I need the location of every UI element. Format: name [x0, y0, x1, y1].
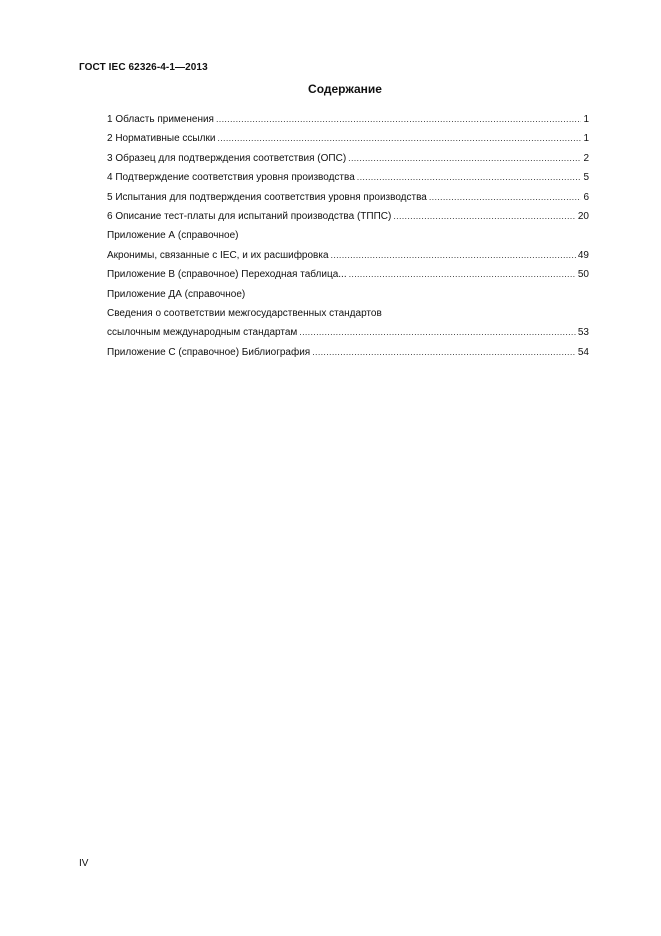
toc-title: Содержание: [308, 82, 382, 96]
toc-entry-page: 1: [583, 133, 589, 145]
dot-leader: [393, 207, 576, 226]
toc-entry-conformance-tests[interactable]: [107, 188, 589, 207]
toc-entry-page: 50: [577, 269, 589, 281]
toc-annex-a-heading[interactable]: [107, 226, 589, 245]
toc-entry-page: 2: [583, 152, 589, 164]
toc-entry-text: 3 Образец для подтверждения соответствия (ОПС): [107, 152, 347, 164]
toc-entry-conformance-specimen[interactable]: [107, 149, 589, 168]
toc-entry-production-conformance[interactable]: [107, 168, 589, 187]
dot-leader: [348, 149, 581, 168]
toc-entry-annex-a-acronyms[interactable]: [107, 246, 589, 265]
toc-entry-scope[interactable]: [107, 110, 589, 129]
dot-leader: [216, 110, 581, 129]
toc-entry-text: ссылочным международным стандартам: [107, 327, 298, 339]
toc-entry-normative-references[interactable]: [107, 129, 589, 148]
toc-entry-text: 1 Область применения: [107, 114, 214, 125]
toc-entry-text: 6 Описание тест-платы для испытаний производства (ТППС): [107, 210, 392, 222]
toc-entry-text: Приложение ДА (справочное): [107, 288, 246, 300]
toc-entry-page: 1: [583, 114, 589, 125]
toc-entry-page: 53: [577, 327, 589, 339]
toc-entry-annex-b-transition-table[interactable]: [107, 265, 589, 284]
toc-entry-annex-da-title-line-2[interactable]: [107, 323, 589, 342]
dot-leader: [357, 168, 582, 187]
dot-leader: [217, 129, 581, 148]
table-of-contents: [107, 110, 589, 362]
toc-entry-page: 54: [577, 346, 589, 358]
dot-leader: [331, 246, 576, 265]
dot-leader: [299, 323, 576, 342]
toc-annex-da-heading[interactable]: [107, 285, 589, 304]
toc-entry-text: 2 Нормативные ссылки: [107, 133, 216, 145]
page-number: IV: [79, 858, 89, 869]
toc-entry-text: 5 Испытания для подтверждения соответствия уровня производства: [107, 191, 427, 203]
toc-entry-text: Приложение А (справочное): [107, 230, 239, 242]
dot-leader: [312, 343, 576, 362]
toc-entry-test-board-description[interactable]: [107, 207, 589, 226]
toc-entry-page: 20: [577, 210, 589, 222]
toc-entry-text: Сведения о соответствии межгосударственных стандартов: [107, 307, 382, 319]
toc-entry-page: 49: [577, 249, 589, 261]
toc-entry-text: Приложение В (справочное) Переходная таблица...: [107, 269, 347, 281]
toc-entry-annex-c-bibliography[interactable]: [107, 343, 589, 362]
toc-entry-page: 6: [583, 191, 589, 203]
toc-entry-text: 4 Подтверждение соответствия уровня производства: [107, 172, 355, 184]
dot-leader: [429, 188, 582, 207]
document-code-header: ГОСТ IEC 62326-4-1—2013: [79, 62, 208, 73]
toc-entry-text: Приложение С (справочное) Библиография: [107, 346, 311, 358]
toc-entry-text: Акронимы, связанные с IEC, и их расшифровка: [107, 249, 329, 261]
toc-entry-page: 5: [583, 172, 589, 184]
toc-annex-da-title-line-1[interactable]: [107, 304, 589, 323]
dot-leader: [349, 265, 576, 284]
